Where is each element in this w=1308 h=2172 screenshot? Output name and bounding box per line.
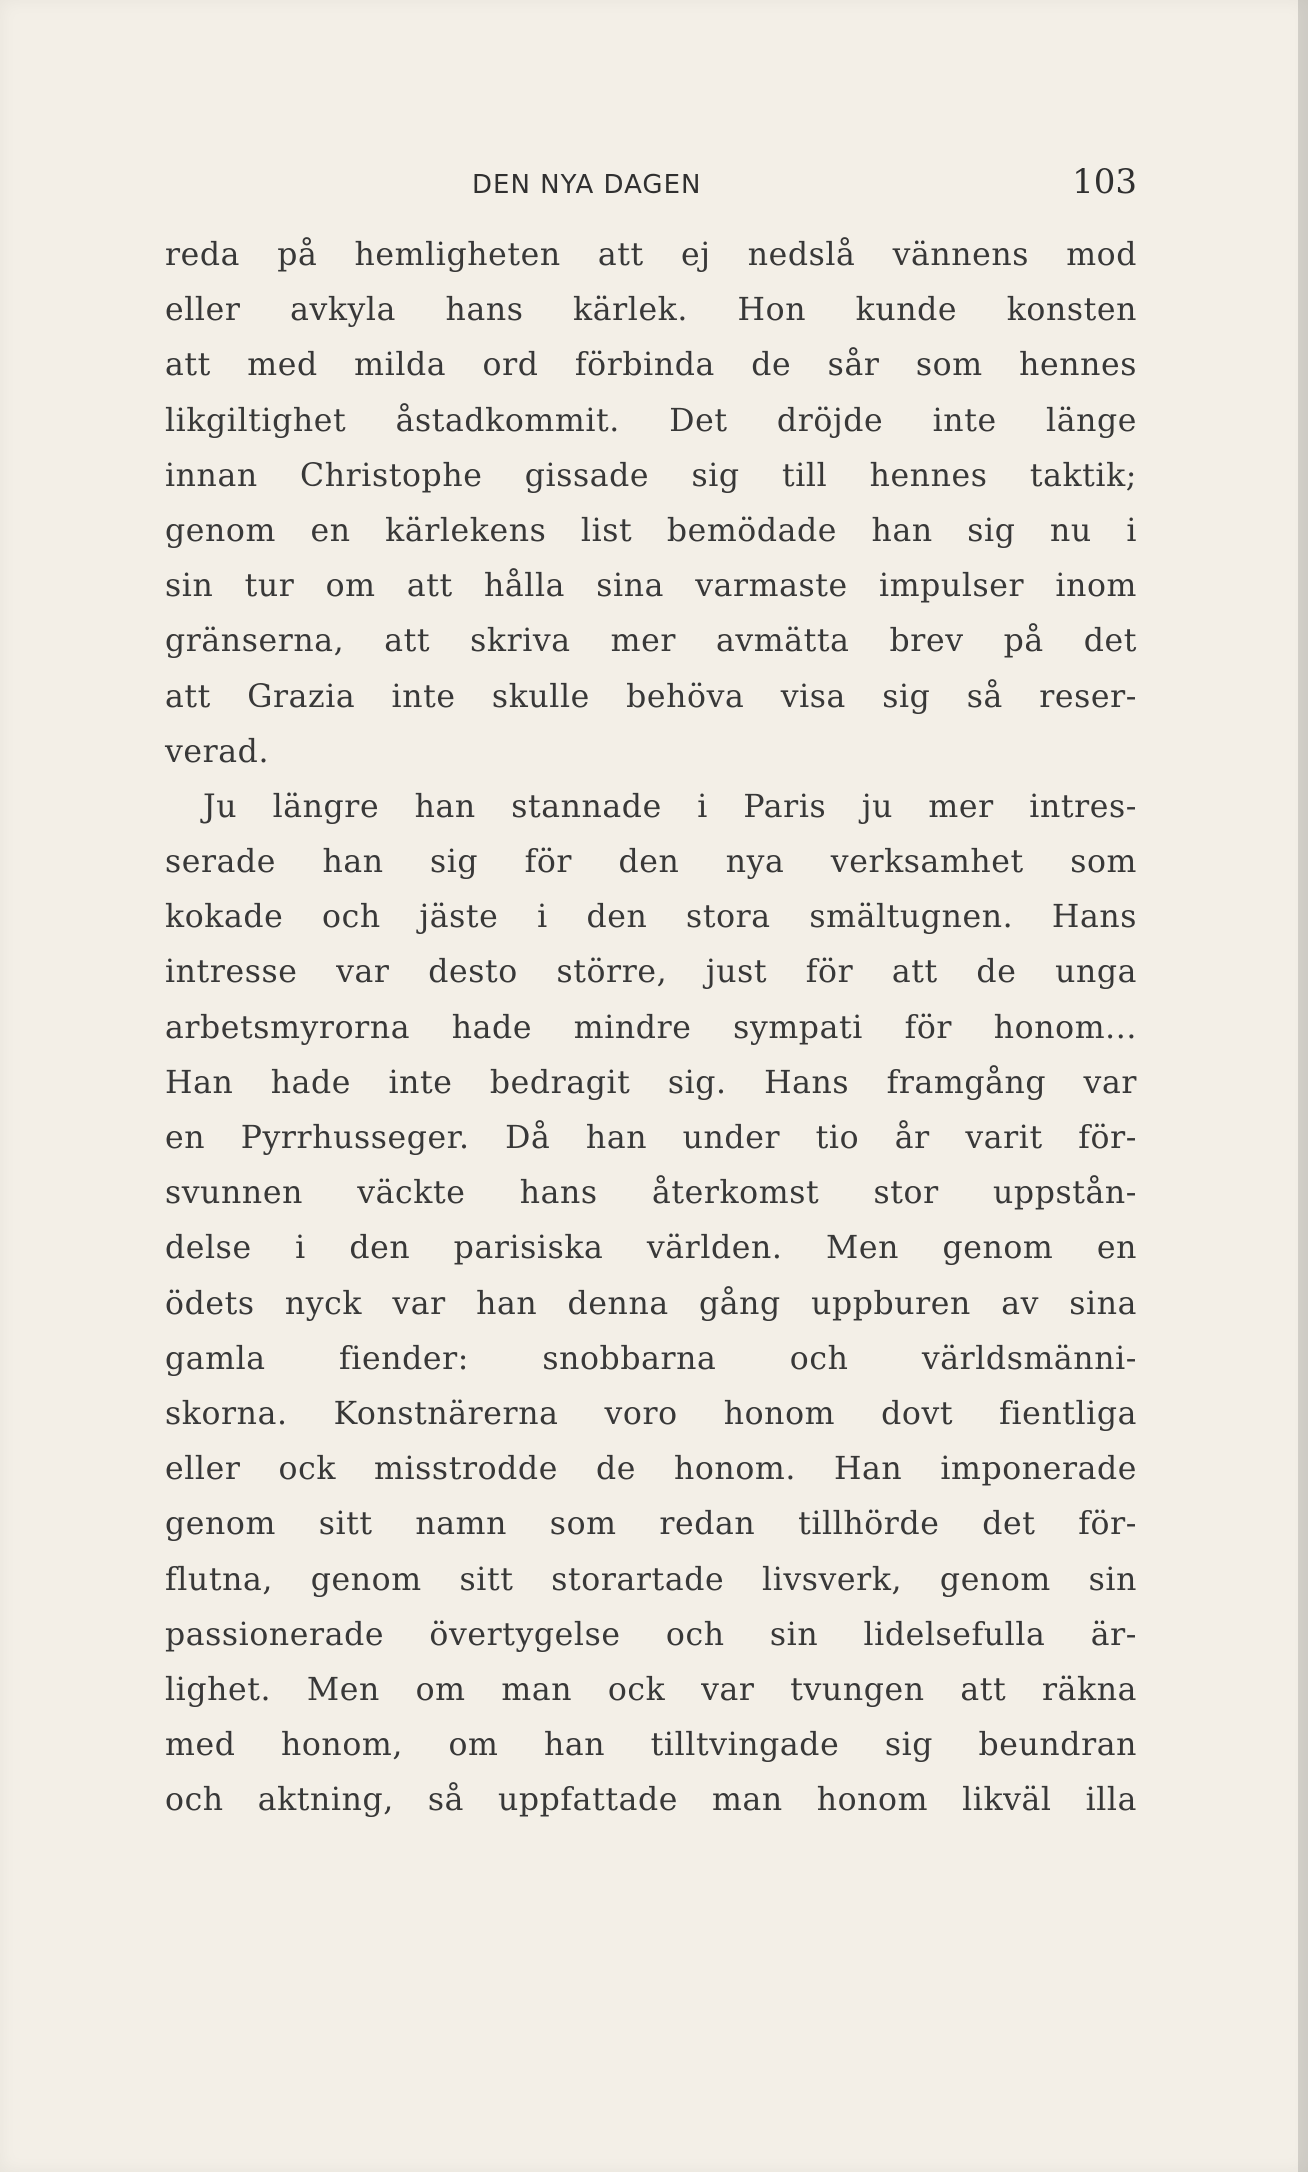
- text-line: lighet. Men om man ock var tvungen att räkna: [165, 1671, 1137, 1708]
- text-line: passionerade övertygelse och sin lidelsefulla är-: [165, 1616, 1137, 1653]
- text-line: ödets nyck var han denna gång uppburen av sina: [165, 1285, 1137, 1322]
- text-line: delse i den parisiska världen. Men genom en: [165, 1230, 1137, 1267]
- text-line: gränserna, att skriva mer avmätta brev på det: [165, 623, 1137, 660]
- text-line: Han hade inte bedragit sig. Hans framgång var: [165, 1064, 1137, 1101]
- text-line: reda på hemligheten att ej nedslå vännens mod: [165, 237, 1137, 273]
- text-line: likgiltighet åstadkommit. Det dröjde inte länge: [165, 402, 1137, 439]
- text-line: arbetsmyrorna hade mindre sympati för honom...: [165, 1009, 1137, 1046]
- text-line: innan Christophe gissade sig till hennes taktik;: [165, 457, 1137, 494]
- text-line: svunnen väckte hans återkomst stor uppstån-: [165, 1175, 1137, 1212]
- running-title: DEN NYA DAGEN: [472, 170, 702, 200]
- text-line: att Grazia inte skulle behöva visa sig så reser-: [165, 678, 1137, 715]
- page-number: 103: [1072, 162, 1137, 202]
- text-line: serade han sig för den nya verksamhet som: [165, 844, 1137, 881]
- running-header: [165, 162, 1155, 215]
- text-line: och aktning, så uppfattade man honom likväl illa: [165, 1782, 1137, 1819]
- text-line: kokade och jäste i den stora smältugnen. Hans: [165, 899, 1137, 936]
- body-text: [165, 228, 1137, 1828]
- text-line: skorna. Konstnärerna voro honom dovt fientliga: [165, 1395, 1137, 1432]
- text-line: gamla fiender: snobbarna och världsmänni-: [165, 1340, 1137, 1377]
- text-line: verad.: [165, 733, 270, 770]
- text-line: en Pyrrhusseger. Då han under tio år varit för-: [165, 1120, 1137, 1156]
- text-line: eller ock misstrodde de honom. Han imponerade: [165, 1451, 1137, 1488]
- text-line: Ju längre han stannade i Paris ju mer intres-: [203, 788, 1137, 825]
- text-line: genom en kärlekens list bemödade han sig nu i: [165, 512, 1137, 549]
- text-line: intresse var desto större, just för att de unga: [165, 954, 1137, 991]
- text-line: flutna, genom sitt storartade livsverk, genom sin: [165, 1561, 1137, 1598]
- text-line: att med milda ord förbinda de sår som hennes: [165, 347, 1137, 384]
- text-line: genom sitt namn som redan tillhörde det för-: [165, 1506, 1137, 1543]
- text-line: med honom, om han tilltvingade sig beundran: [165, 1727, 1137, 1764]
- text-line: sin tur om att hålla sina varmaste impulser inom: [165, 568, 1137, 605]
- text-line: eller avkyla hans kärlek. Hon kunde konsten: [165, 292, 1137, 329]
